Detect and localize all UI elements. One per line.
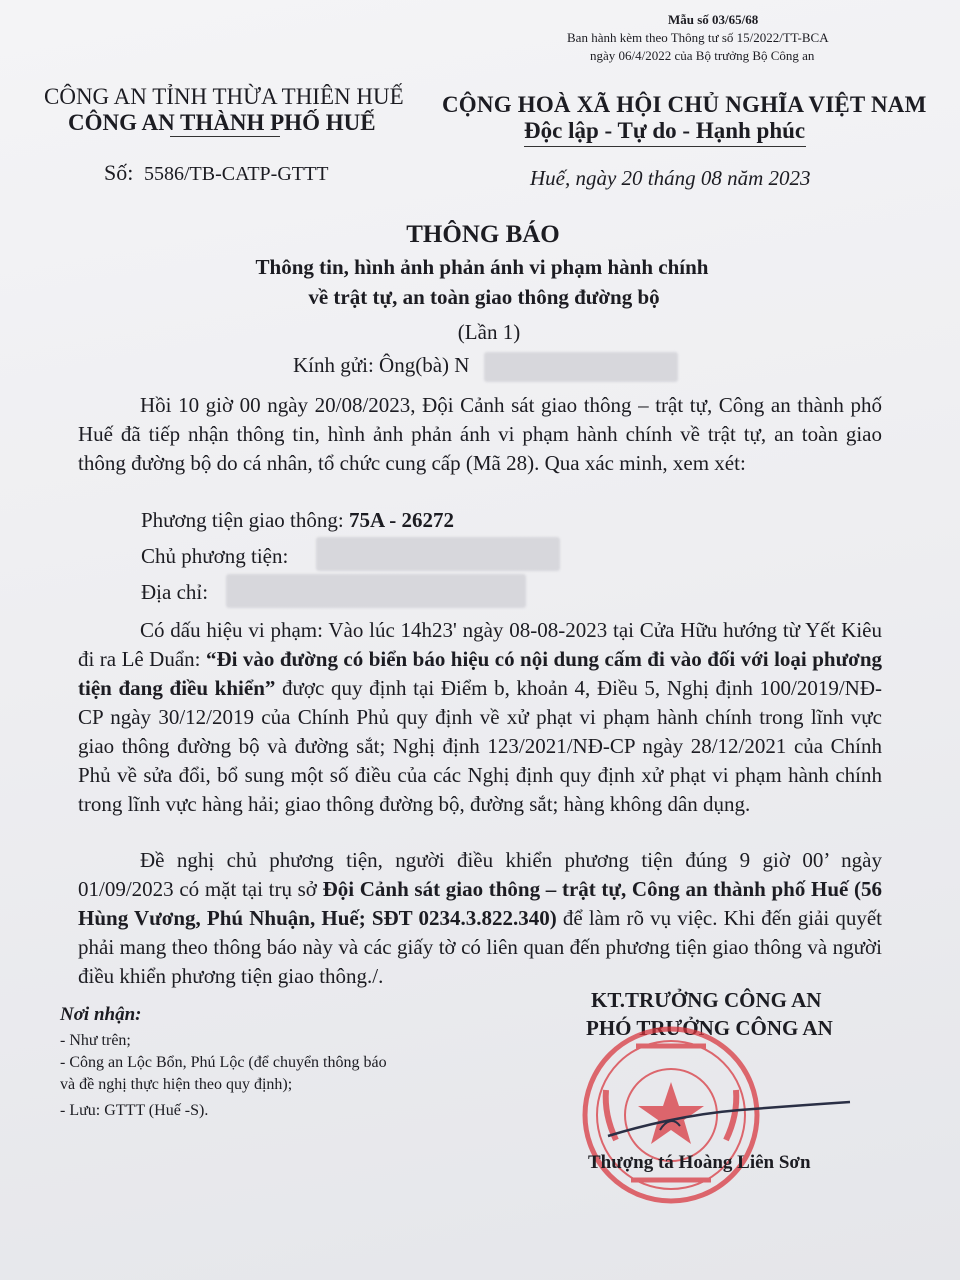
agency-underline xyxy=(170,136,280,137)
form-code: Mẫu số 03/65/68 xyxy=(668,12,759,27)
paragraph-request xyxy=(78,846,882,991)
handwritten-signature-icon xyxy=(600,1096,860,1156)
nation-name: CỘNG HOÀ XÃ HỘI CHỦ NGHĨA VIỆT NAM xyxy=(442,92,927,117)
violation-description: “Đi vào đường có biển báo hiệu có nội dung cấm đi vào đối với loại phương tiện đang điều khiển” xyxy=(78,647,882,700)
greeting xyxy=(293,353,469,378)
recipient-item: và đề nghị thực hiện theo quy định); xyxy=(60,1076,293,1093)
recipient-item: - Công an Lộc Bổn, Phú Lộc (để chuyển thông báo xyxy=(60,1054,387,1071)
doc-number: 5586/TB-CATP-GTTT xyxy=(144,163,329,185)
violation-text-b: được quy định tại Điểm b, khoản 4, Điều 5, Nghị định 100/2019/NĐ-CP ngày 30/12/2019 của Chính Phủ quy định về xử phạt vi phạm hành chính trong lĩnh vực giao thông đường bộ và đường sắt; Nghị định 123/2021/NĐ-CP ngày 28/12/2021 của Chính Phủ về sửa đổi, bổ sung một số điều của các Nghị định quy định xử phạt vi phạm hành chính trong lĩnh vực hàng hải; giao thông đường bộ, đường sắt; hàng không dân dụng. xyxy=(78,676,882,816)
motto-underline xyxy=(524,146,806,147)
address-field xyxy=(141,580,208,605)
form-issued-line-2: ngày 06/4/2022 của Bộ trưởng Bộ Công an xyxy=(590,48,815,63)
agency-name: CÔNG AN THÀNH PHỐ HUẾ xyxy=(68,110,376,135)
nation-motto: Độc lập - Tự do - Hạnh phúc xyxy=(524,118,806,143)
form-issued-line-1: Ban hành kèm theo Thông tư số 15/2022/TT-BCA xyxy=(567,30,829,45)
recipient-item: - Lưu: GTTT (Huế -S). xyxy=(60,1102,209,1119)
notice-title: THÔNG BÁO xyxy=(406,221,560,248)
notice-subtitle-2: về trật tự, an toàn giao thông đường bộ xyxy=(308,285,660,309)
request-location: Đội Cảnh sát giao thông – trật tự, Công an thành phố Huế (56 Hùng Vương, Phú Nhuận, Huế; SĐT 0234.3.822.340) xyxy=(78,877,882,930)
recipients-title: Nơi nhận: xyxy=(60,1004,142,1025)
doc-number-label: Số: xyxy=(104,160,134,185)
signature-role-2: PHÓ TRƯỞNG CÔNG AN xyxy=(586,1016,833,1040)
vehicle-label: Phương tiện giao thông: xyxy=(141,508,344,532)
vehicle-plate: 75A - 26272 xyxy=(348,508,454,532)
address-label: Địa chỉ: xyxy=(141,580,209,604)
owner-label: Chủ phương tiện: xyxy=(141,544,289,568)
greeting-text: Kính gửi: Ông(bà) N xyxy=(293,353,470,377)
request-text-b: để làm rõ vụ việc. Khi đến giải quyết phải mang theo thông báo này và các giấy tờ có liên quan đến phương tiện giao thông và người điều khiển phương tiện giao thông./. xyxy=(78,906,883,988)
request-text-a: Đề nghị chủ phương tiện, người điều khiển phương tiện đúng 9 giờ 00’ ngày 01/09/2023 có mặt tại trụ sở xyxy=(78,848,882,901)
owner-field xyxy=(141,544,288,569)
date-line: Huế, ngày 20 tháng 08 năm 2023 xyxy=(530,166,811,190)
recipient-item: - Như trên; xyxy=(60,1032,131,1049)
redacted-owner xyxy=(316,537,560,571)
signer-name: Thượng tá Hoàng Liên Sơn xyxy=(588,1152,811,1173)
paragraph-intro: Hồi 10 giờ 00 ngày 20/08/2023, Đội Cảnh sát giao thông – trật tự, Công an thành phố Huế đã tiếp nhận thông tin, hình ảnh phản ánh vi phạm hành chính về trật tự, an toàn giao thông đường bộ do cá nhân, tổ chức cung cấp (Mã 28). Qua xác minh, xem xét: xyxy=(78,393,882,475)
notice-subtitle-1: Thông tin, hình ảnh phản ánh vi phạm hành chính xyxy=(255,255,709,279)
paragraph-violation xyxy=(78,616,882,819)
redacted-recipient-name xyxy=(484,352,678,382)
vehicle-field xyxy=(141,508,454,533)
violation-text-a: Có dấu hiệu vi phạm: Vào lúc 14h23' ngày 08-08-2023 tại Cửa Hữu hướng từ Yết Kiêu đi ra Lê Duẩn: xyxy=(78,618,882,671)
notice-attempt: (Lần 1) xyxy=(457,320,521,344)
signature-role-1: KT.TRƯỞNG CÔNG AN xyxy=(591,988,822,1012)
redacted-address xyxy=(226,574,526,608)
agency-parent: CÔNG AN TỈNH THỪA THIÊN HUẾ xyxy=(44,84,404,109)
